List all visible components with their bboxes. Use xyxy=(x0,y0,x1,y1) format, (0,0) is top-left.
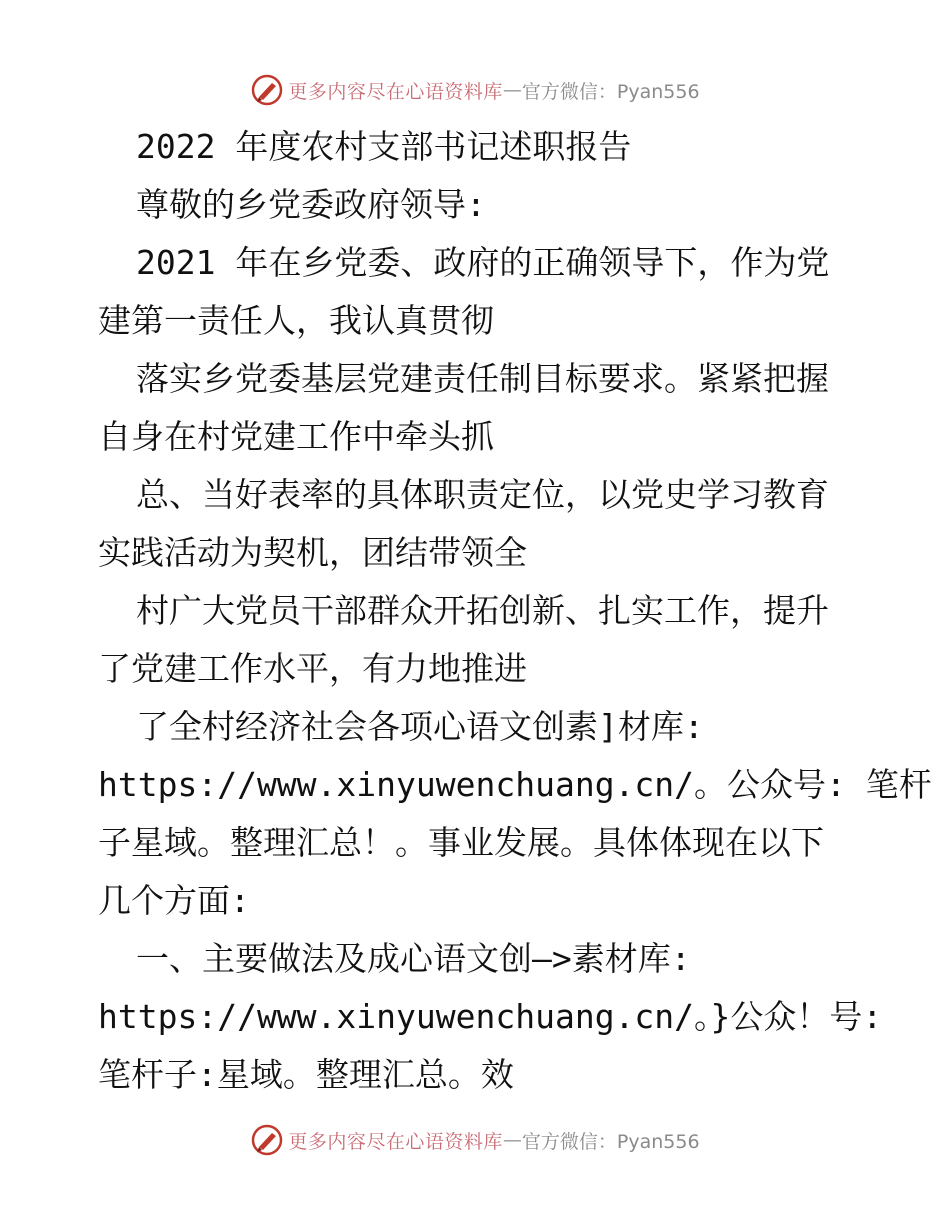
text-line: 总、当好表率的具体职责定位，以党史学习教育 xyxy=(136,475,829,514)
text-line: 了党建工作水平，有力地推进 xyxy=(98,649,527,688)
text-line: 建第一责任人，我认真贯彻 xyxy=(98,301,494,340)
pen-logo-icon xyxy=(250,73,284,107)
watermark-header xyxy=(0,70,950,110)
watermark-wechat: 官方微信：Pyan556 xyxy=(521,80,700,103)
text-line: 落实乡党委基层党建责任制目标要求。紧紧把握 xyxy=(136,359,829,398)
watermark-text: 更多内容尽在心语资料库 xyxy=(288,80,503,103)
watermark-text: 更多内容尽在心语资料库 xyxy=(288,1130,503,1153)
text-line: 2022 年度农村支部书记述职报告 xyxy=(136,127,632,166)
document-body xyxy=(98,118,932,1104)
text-line: 笔杆子:星域。整理汇总。效 xyxy=(98,1055,514,1094)
watermark-separator: — xyxy=(502,1129,522,1151)
watermark-wechat: 官方微信：Pyan556 xyxy=(521,1130,700,1153)
text-line: 自身在村党建工作中牵头抓 xyxy=(98,417,494,456)
text-line: 实践活动为契机，团结带领全 xyxy=(98,533,527,572)
text-line: https://www.xinyuwenchuang.cn/。公众号: 笔杆 xyxy=(98,765,932,804)
text-line: https://www.xinyuwenchuang.cn/。}公众！号: xyxy=(98,997,883,1036)
pen-logo-icon xyxy=(250,1123,284,1157)
text-line: 子星域。整理汇总！。事业发展。具体体现在以下 xyxy=(98,823,824,862)
text-line: 尊敬的乡党委政府领导: xyxy=(136,185,486,224)
watermark-separator: — xyxy=(502,79,522,101)
text-line: 2021 年在乡党委、政府的正确领导下，作为党 xyxy=(136,243,830,282)
watermark-footer xyxy=(0,1120,950,1160)
text-line: 了全村经济社会各项心语文创素]材库: xyxy=(136,707,704,746)
text-line: 一、主要做法及成心语文创—>素材库: xyxy=(136,939,691,978)
text-line: 村广大党员干部群众开拓创新、扎实工作，提升 xyxy=(136,591,829,630)
text-line: 几个方面: xyxy=(98,881,250,920)
